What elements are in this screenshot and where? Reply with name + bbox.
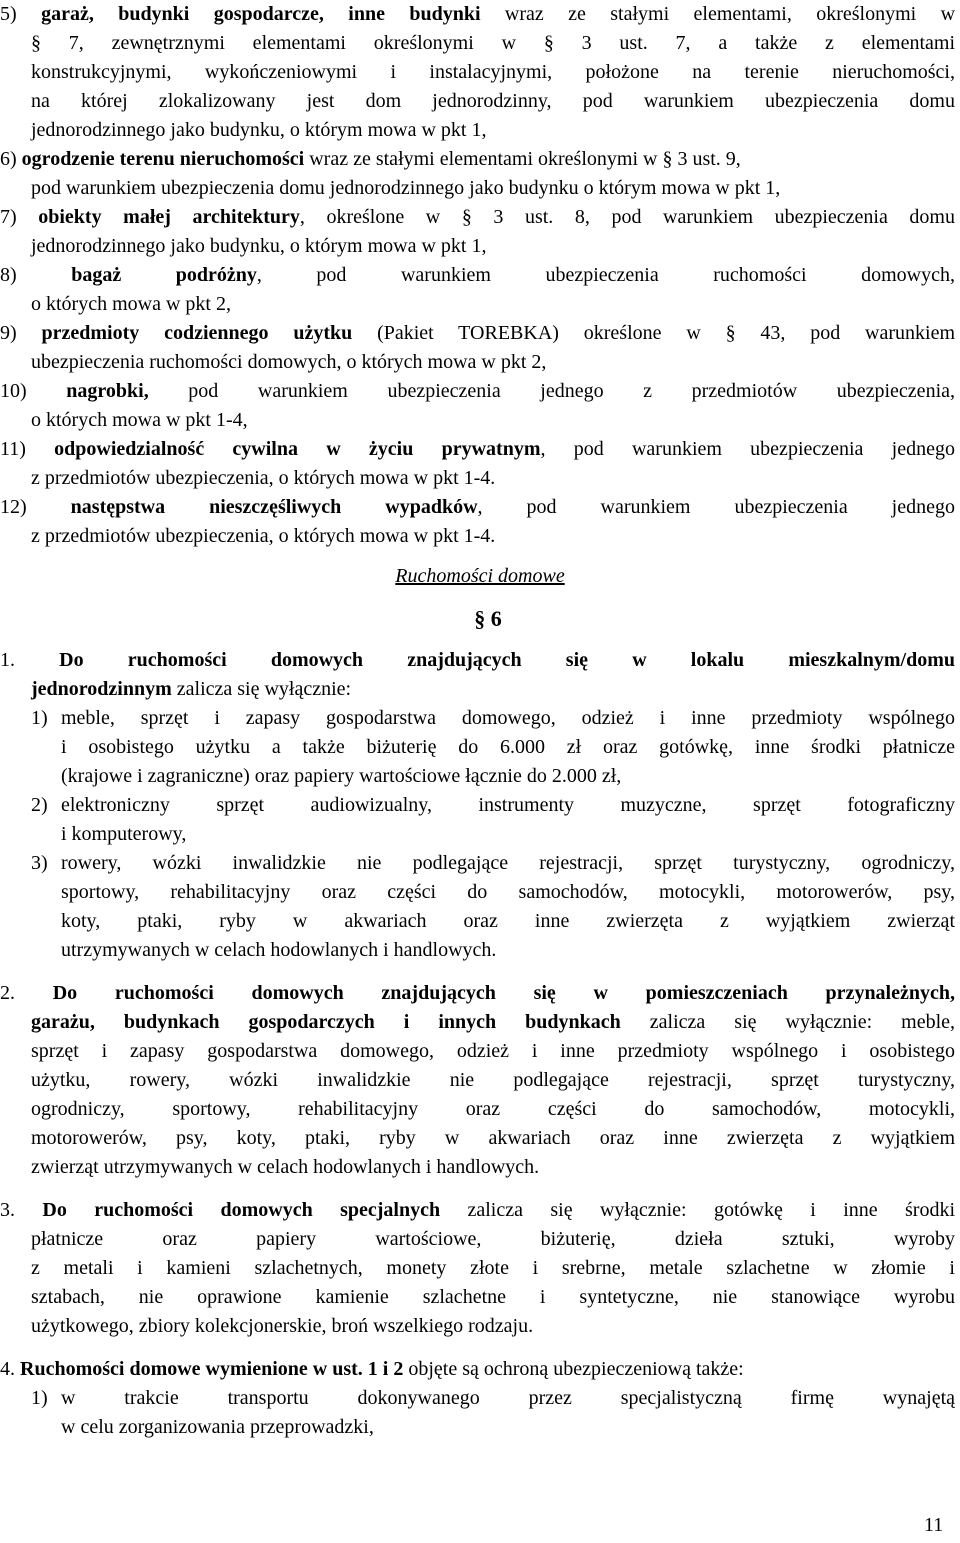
paragraph-3-line-5: użytkowego, zbiory kolekcjonerskie, broń wszelkiego rodzaju. (31, 1315, 534, 1337)
item-5-line-5: jednorodzinnego jako budynku, o którym mowa w pkt 1, (31, 119, 487, 141)
p1-sub3-line-2: sportowy, rehabilitacyjny oraz części do samochodów, motocykli, motorowerów, psy, (61, 881, 955, 903)
p1-sub3-line-3: koty, ptaki, ryby w akwariach oraz inne zwierzęta z wyjątkiem zwierząt (61, 910, 955, 932)
section-title: Ruchomości domowe (395, 565, 565, 587)
paragraph-2-line-1 (0, 979, 955, 1008)
paragraph-number: 2. (0, 982, 15, 1004)
item-number: 12) (0, 496, 27, 518)
item-number: 8) (0, 264, 17, 286)
p1-sub1-line-3: (krajowe i zagraniczne) oraz papiery wartościowe łącznie do 2.000 zł, (61, 765, 622, 787)
paragraph-lead: Ruchomości domowe wymienione w ust. 1 i 2 (20, 1358, 404, 1380)
item-5-line-3: konstrukcyjnymi, wykończeniowymi i instalacyjnymi, położone na terenie nieruchomości, (31, 61, 955, 83)
item-10-line-2: o których mowa w pkt 1-4, (31, 409, 248, 431)
item-9-line-2: ubezpieczenia ruchomości domowych, o których mowa w pkt 2, (31, 351, 547, 373)
item-term: odpowiedzialność cywilna w życiu prywatnym (54, 438, 541, 460)
subitem-number: 3) (31, 852, 48, 874)
item-text: , określone w § 3 ust. 8, pod warunkiem ubezpieczenia domu (299, 206, 955, 228)
item-11-line-1 (0, 435, 955, 464)
item-number: 7) (0, 206, 17, 228)
paragraph-2-line-3: sprzęt i zapasy gospodarstwa domowego, odzież i inne przedmioty wspólnego i osobistego (31, 1040, 955, 1062)
item-7-line-2: jednorodzinnego jako budynku, o którym mowa w pkt 1, (31, 235, 487, 257)
item-9-line-1 (0, 319, 955, 348)
item-term: przedmioty codziennego użytku (41, 322, 353, 344)
item-term: nagrobki, (66, 380, 149, 402)
item-number: 10) (0, 380, 27, 402)
page-number: 11 (924, 1514, 944, 1536)
item-5-line-2: § 7, zewnętrznymi elementami określonymi w § 3 ust. 7, a także z elementami (31, 32, 955, 54)
item-term: garaż, budynki gospodarcze, inne budynki (41, 3, 481, 25)
item-text: wraz ze stałymi elementami określonymi w § 3 ust. 9, (304, 148, 741, 170)
item-term: obiekty małej architektury (38, 206, 300, 228)
p4-sub1-line-2: w celu zorganizowania przeprowadzki, (61, 1416, 374, 1438)
paragraph-number: 3. (0, 1199, 15, 1221)
item-text: , pod warunkiem ubezpieczenia jednego (540, 438, 955, 460)
paragraph-lead: Do ruchomości domowych znajdujących się w lokalu mieszkalnym/domu (59, 649, 955, 671)
item-term: ogrodzenie terenu nieruchomości (21, 148, 305, 170)
paragraph-text: zalicza się wyłącznie: meble, (620, 1011, 955, 1033)
paragraph-lead: Do ruchomości domowych znajdujących się w pomieszczeniach przynależnych, (52, 982, 955, 1004)
paragraph-lead: garażu, budynkach gospodarczych i innych budynkach (31, 1011, 621, 1033)
item-8-line-2: o których mowa w pkt 2, (31, 293, 231, 315)
paragraph-3-line-4: sztabach, nie oprawione kamienie szlachetne i syntetyczne, nie stanowiące wyrobu (31, 1286, 955, 1308)
paragraph-4-line-1 (0, 1355, 744, 1384)
paragraph-1-line-1 (0, 646, 955, 675)
item-6-line-2: pod warunkiem ubezpieczenia domu jednorodzinnego jako budynku o którym mowa w pkt 1, (31, 177, 781, 199)
item-number: 9) (0, 322, 17, 344)
item-8-line-1 (0, 261, 955, 290)
item-11-line-2: z przedmiotów ubezpieczenia, o których mowa w pkt 1-4. (31, 467, 496, 489)
paragraph-2-line-2 (31, 1008, 955, 1037)
paragraph-3-line-3: z metali i kamieni szlachetnych, monety złote i srebrne, metale szlachetne w złomie i (31, 1257, 955, 1279)
p1-sub2-line-1: elektroniczny sprzęt audiowizualny, instrumenty muzyczne, sprzęt fotograficzny (61, 794, 955, 816)
section-number: § 6 (474, 606, 502, 631)
paragraph-lead: Do ruchomości domowych specjalnych (42, 1199, 441, 1221)
paragraph-text: zalicza się wyłącznie: (171, 678, 352, 700)
p4-sub1-line-1: w trakcie transportu dokonywanego przez specjalistyczną firmę wynajętą (61, 1387, 955, 1409)
item-text: pod warunkiem ubezpieczenia jednego z przedmiotów ubezpieczenia, (148, 380, 955, 402)
item-text: wraz ze stałymi elementami, określonymi w (480, 3, 955, 25)
p1-sub3-line-4: utrzymywanych w celach hodowlanych i handlowych. (61, 939, 497, 961)
p1-sub2-line-2: i komputerowy, (61, 823, 187, 845)
paragraph-2-line-6: motorowerów, psy, koty, ptaki, ryby w akwariach oraz inne zwierzęta z wyjątkiem (31, 1127, 955, 1149)
p1-sub1-line-2: i osobistego użytku a także biżuterię do 6.000 zł oraz gotówkę, inne środki płatnicze (61, 736, 955, 758)
paragraph-2-line-4: użytku, rowery, wózki inwalidzkie nie podlegające rejestracji, sprzęt turystyczny, (31, 1069, 955, 1091)
paragraph-text: zalicza się wyłącznie: gotówkę i inne środki (440, 1199, 955, 1221)
item-text: , pod warunkiem ubezpieczenia jednego (477, 496, 955, 518)
paragraph-2-line-5: ogrodniczy, sportowy, rehabilitacyjny oraz części do samochodów, motocykli, (31, 1098, 955, 1120)
paragraph-number: 4. (0, 1358, 15, 1380)
item-term: bagaż podróżny (71, 264, 257, 286)
paragraph-number: 1. (0, 649, 15, 671)
item-6-line-1 (0, 145, 741, 174)
item-number: 5) (0, 3, 17, 25)
paragraph-3-line-1 (0, 1196, 955, 1225)
item-5-line-1 (0, 0, 955, 29)
item-10-line-1 (0, 377, 955, 406)
item-text: (Pakiet TOREBKA) określone w § 43, pod warunkiem (352, 322, 955, 344)
item-term: następstwa nieszczęśliwych wypadków (70, 496, 478, 518)
paragraph-3-line-2: płatnicze oraz papiery wartościowe, biżuterię, dzieła sztuki, wyroby (31, 1228, 955, 1250)
paragraph-1-line-2 (31, 675, 351, 704)
item-number: 6) (0, 148, 17, 170)
p1-sub3-line-1: rowery, wózki inwalidzkie nie podlegające rejestracji, sprzęt turystyczny, ogrodniczy, (61, 852, 955, 874)
item-text: , pod warunkiem ubezpieczenia ruchomości domowych, (256, 264, 955, 286)
paragraph-lead: jednorodzinnym (31, 678, 172, 700)
paragraph-2-line-7: zwierząt utrzymywanych w celach hodowlanych i handlowych. (31, 1156, 540, 1178)
p1-sub1-line-1: meble, sprzęt i zapasy gospodarstwa domowego, odzież i inne przedmioty wspólnego (61, 707, 955, 729)
item-number: 11) (0, 438, 26, 460)
item-7-line-1 (0, 203, 955, 232)
subitem-number: 1) (31, 707, 48, 729)
item-12-line-1 (0, 493, 955, 522)
item-5-line-4: na której zlokalizowany jest dom jednorodzinny, pod warunkiem ubezpieczenia domu (31, 90, 955, 112)
subitem-number: 1) (31, 1387, 48, 1409)
subitem-number: 2) (31, 794, 48, 816)
paragraph-text: objęte są ochroną ubezpieczeniową także: (403, 1358, 744, 1380)
item-12-line-2: z przedmiotów ubezpieczenia, o których mowa w pkt 1-4. (31, 525, 496, 547)
